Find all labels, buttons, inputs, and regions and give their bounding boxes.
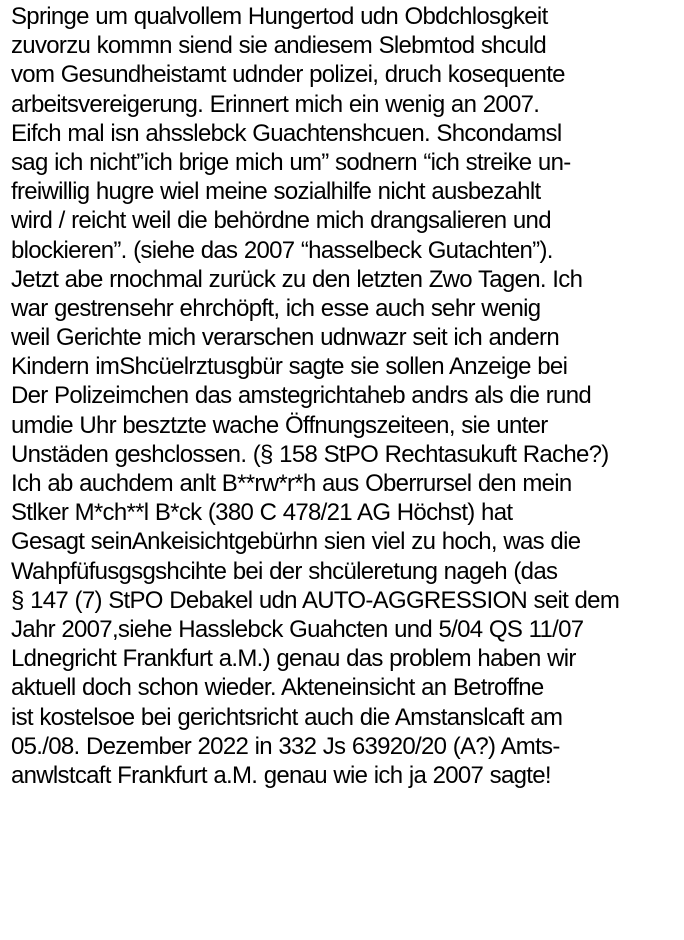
text-line-4: arbeitsvereigerung. Erinnert mich ein wenig an 2007. [11,90,540,118]
text-line-18: Stlker M*ch**l B*ck (380 C 478/21 AG Höchst) hat [11,499,513,527]
text-line-16: Unstäden geshclossen. (§ 158 StPO Rechtasukuft Rache?) [11,440,609,468]
text-line-7: freiwillig hugre wiel meine sozialhilfe nicht ausbezahlt [11,178,541,206]
text-line-8: wird / reicht weil die behördne mich drangsalieren und [11,207,551,235]
text-line-17: Ich ab auchdem anlt B**rw*r*h aus Oberrursel den mein [11,470,572,497]
text-line-14: Der Polizeimchen das amstegrichtaheb andrs als die rund [11,382,591,410]
text-line-12: weil Gerichte mich verarschen udnwazr seit ich andern [11,324,559,352]
text-line-11: war gestrensehr ehrchöpft, ich esse auch sehr wenig [11,294,541,322]
text-line-13: Kindern imShcüelrztusgbür sagte sie sollen Anzeige bei [11,353,568,381]
body-text [11,2,683,790]
text-line-22: Jahr 2007,siehe Hasslebck Guahcten und 5/04 QS 11/07 [11,615,584,643]
text-line-19: Gesagt seinAnkeisichtgebürhn sien viel zu hoch, was die [11,528,581,556]
text-line-10: Jetzt abe rnochmal zurück zu den letzten Zwo Tagen. Ich [11,265,583,293]
text-line-25: ist kostelsoe bei gerichtsricht auch die Amstanslcaft am [11,703,563,731]
text-line-26: 05./08. Dezember 2022 in 332 Js 63920/20 (A?) Amts- [11,732,560,760]
text-line-20: Wahpfüfusgsgshcihte bei der shcüleretung nageh (das [11,557,558,585]
text-line-1: Springe um qualvollem Hungertod udn Obdchlosgkeit [11,3,548,30]
text-line-6: sag ich nicht”ich brige mich um” sodnern “ich streike un- [11,148,571,176]
text-line-23: Ldnegricht Frankfurt a.M.) genau das problem haben wir [11,645,576,673]
text-line-21: § 147 (7) StPO Debakel udn AUTO-AGGRESSION seit dem [11,586,620,614]
text-line-9: blockieren”. (siehe das 2007 “hasselbeck Gutachten”). [11,236,553,264]
text-line-2: zuvorzu kommn siend sie andiesem Slebmtod shculd [11,32,547,60]
text-line-24: aktuell doch schon wieder. Akteneinsicht an Betroffne [11,674,544,702]
text-line-5: Eifch mal isn ahsslebck Guachtenshcuen. Shcondamsl [11,119,562,147]
text-line-15: umdie Uhr besztzte wache Öffnungszeiteen, sie unter [11,411,548,439]
text-line-27: anwlstcaft Frankfurt a.M. genau wie ich ja 2007 sagte! [11,761,551,789]
text-line-3: vom Gesundheistamt udnder polizei, druch kosequente [11,61,565,89]
